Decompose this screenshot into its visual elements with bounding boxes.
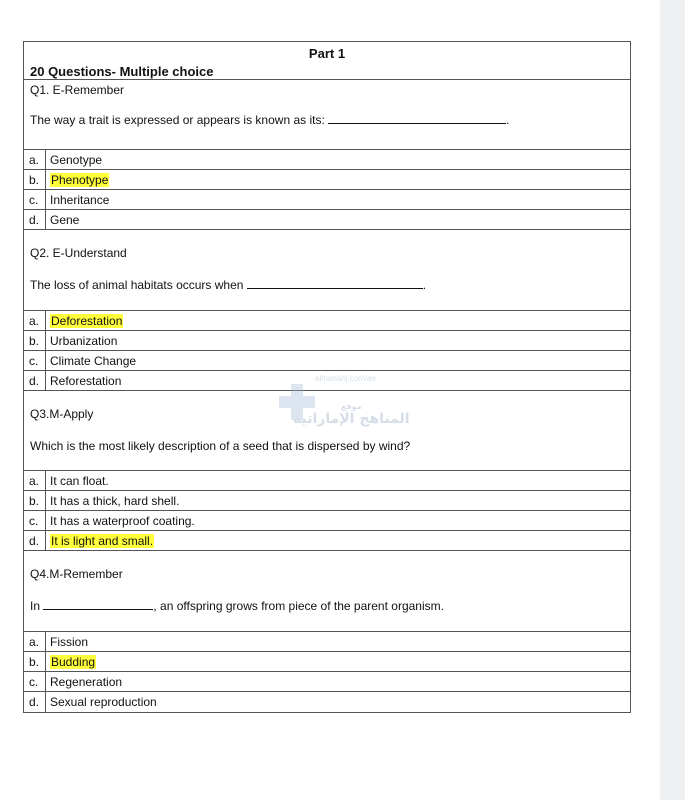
answer-blank: [247, 278, 423, 289]
option-text: Climate Change: [50, 353, 137, 368]
option-row[interactable]: [24, 170, 630, 190]
question-2-text: [30, 278, 426, 292]
option-row[interactable]: [24, 491, 630, 511]
option-letter: b.: [24, 652, 46, 671]
option-letter: d.: [24, 531, 46, 550]
option-row[interactable]: [24, 210, 630, 230]
option-letter: a.: [24, 311, 46, 330]
sheet-header: [24, 42, 630, 80]
option-letter: d.: [24, 210, 46, 229]
option-text-highlighted: It is light and small.: [51, 533, 154, 548]
option-letter: c.: [24, 672, 46, 691]
question-3: [24, 391, 630, 471]
option-letter: b.: [24, 170, 46, 189]
question-2-text-before: The loss of animal habitats occurs when: [30, 278, 244, 292]
option-text: Urbanization: [50, 333, 118, 348]
option-text: Reforestation: [50, 373, 122, 388]
part-title: Part 1: [308, 46, 346, 61]
option-letter: c.: [24, 351, 46, 370]
option-text: It has a waterproof coating.: [50, 513, 195, 528]
option-letter: a.: [24, 150, 46, 169]
watermark-url: almanahj.com/ae: [315, 374, 376, 383]
option-text: Inheritance: [50, 192, 110, 207]
question-4-text: [30, 599, 444, 613]
option-text: Fission: [50, 634, 89, 649]
option-text: Genotype: [50, 152, 103, 167]
section-title: 20 Questions- Multiple choice: [30, 64, 214, 79]
option-letter: a.: [24, 471, 46, 490]
option-text: Regeneration: [50, 674, 123, 689]
question-1-label: Q1. E-Remember: [30, 83, 125, 97]
option-row[interactable]: [24, 371, 630, 391]
option-row[interactable]: [24, 632, 630, 652]
option-row[interactable]: [24, 692, 630, 712]
option-text-highlighted: Phenotype: [51, 172, 109, 187]
option-text: It has a thick, hard shell.: [50, 493, 180, 508]
option-row[interactable]: [24, 311, 630, 331]
question-3-text-before: Which is the most likely description of a seed that is dispersed by wind?: [30, 439, 411, 453]
question-sheet: [23, 41, 631, 713]
option-text-highlighted: Deforestation: [51, 313, 123, 328]
option-row[interactable]: [24, 652, 630, 672]
option-text: It can float.: [50, 473, 109, 488]
option-row[interactable]: [24, 471, 630, 491]
question-3-label: Q3.M-Apply: [30, 407, 94, 421]
option-row[interactable]: [24, 150, 630, 170]
option-row[interactable]: [24, 351, 630, 371]
question-2: [24, 230, 630, 311]
option-row[interactable]: [24, 190, 630, 210]
question-4-label: Q4.M-Remember: [30, 567, 123, 581]
question-4: [24, 551, 630, 632]
question-3-text: [30, 439, 410, 453]
option-letter: d.: [24, 371, 46, 390]
option-letter: b.: [24, 331, 46, 350]
question-4-text-after: , an offspring grows from piece of the parent organism.: [153, 599, 444, 613]
answer-blank: [43, 599, 153, 610]
option-text: Gene: [50, 212, 80, 227]
option-row[interactable]: [24, 531, 630, 551]
option-text-highlighted: Budding: [51, 654, 96, 669]
page-margin: [660, 0, 685, 800]
option-text: Sexual reproduction: [50, 695, 157, 709]
question-1-text: [30, 113, 509, 127]
option-letter: b.: [24, 491, 46, 510]
option-letter: c.: [24, 511, 46, 530]
question-2-text-after: .: [422, 278, 427, 292]
question-1-text-after: .: [506, 113, 510, 127]
option-letter: d.: [24, 692, 46, 712]
option-letter: a.: [24, 632, 46, 651]
option-row[interactable]: [24, 672, 630, 692]
option-letter: c.: [24, 190, 46, 209]
answer-blank: [328, 113, 506, 124]
option-row[interactable]: [24, 511, 630, 531]
watermark-arabic-text: موقع المناهج الإماراتية: [293, 402, 410, 427]
question-1-text-before: The way a trait is expressed or appears is known as its:: [30, 113, 325, 127]
question-1: [24, 80, 630, 150]
option-row[interactable]: [24, 331, 630, 351]
question-4-text-before: In: [30, 599, 41, 613]
question-2-label: Q2. E-Understand: [30, 246, 127, 260]
